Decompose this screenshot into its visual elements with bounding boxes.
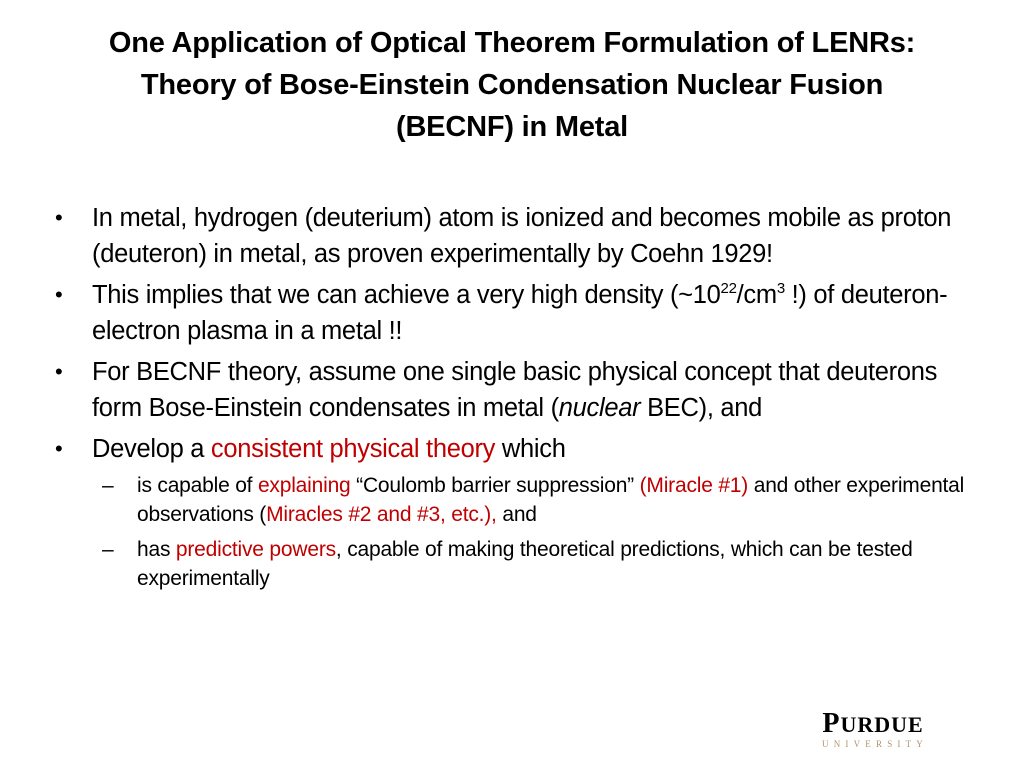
logo-initial: P [822,708,841,739]
logo-wordmark [810,708,936,739]
bullet-item [55,200,990,272]
bullet-text: /cm [736,281,777,309]
bullet-text: !) of deuteron-electron plasma in a metal !! [92,281,948,345]
title-line-1: One Application of Optical Theorem Formulation of LENRs: [108,27,916,59]
bullet-text: Develop a [92,435,211,463]
italic-text: nuclear [558,394,641,422]
slide-title [10,22,1014,148]
sub-text: and [496,503,537,526]
bullet-item [55,354,990,426]
highlight-text: Miracles #2 and #3, etc.), [266,503,497,526]
bullet-list [55,200,990,599]
bullet-text: BEC), and [640,394,763,422]
title-line-3: (BECNF) in Metal [395,111,628,143]
bullet-item [55,277,990,349]
bullet-marker: • [55,359,63,384]
superscript: 3 [776,280,785,297]
bullet-text: This implies that we can achieve a very high density (~10 [92,281,721,309]
highlight-text: predictive powers [175,538,336,561]
sub-bullet-item [92,535,990,593]
bullet-marker: • [55,205,63,230]
sub-bullet-list [92,471,990,593]
sub-text: has [137,538,176,561]
bullet-item [55,431,990,593]
bullet-marker: • [55,436,63,461]
dash-marker: – [102,538,114,561]
highlight-text: consistent physical theory [210,435,496,463]
sub-text: “Coulomb barrier suppression” [350,474,640,497]
purdue-logo [810,708,936,749]
bullet-text: For BECNF theory, assume one single basic physical concept that deuterons form Bose-Einstein condensates in metal ( [92,358,938,422]
sub-text: and other experimental observations ( [137,474,965,526]
bullet-text: which [495,435,566,463]
sub-text: , capable of making theoretical predictions, which can be tested experimentally [137,538,913,590]
bullet-text: In metal, hydrogen (deuterium) atom is ionized and becomes mobile as proton (deuteron) in metal, as proven experimentally by Coehn 1929! [92,204,952,268]
dash-marker: – [102,474,114,497]
title-line-2: Theory of Bose-Einstein Condensation Nuclear Fusion [140,69,884,101]
sub-bullet-item [92,471,990,529]
logo-subtitle: UNIVERSITY [822,739,928,749]
superscript: 22 [720,280,737,297]
sub-text: is capable of [137,474,258,497]
highlight-text: (Miracle #1) [639,474,749,497]
logo-rest: URDUE [840,712,924,737]
bullet-marker: • [55,282,63,307]
highlight-text: explaining [257,474,351,497]
